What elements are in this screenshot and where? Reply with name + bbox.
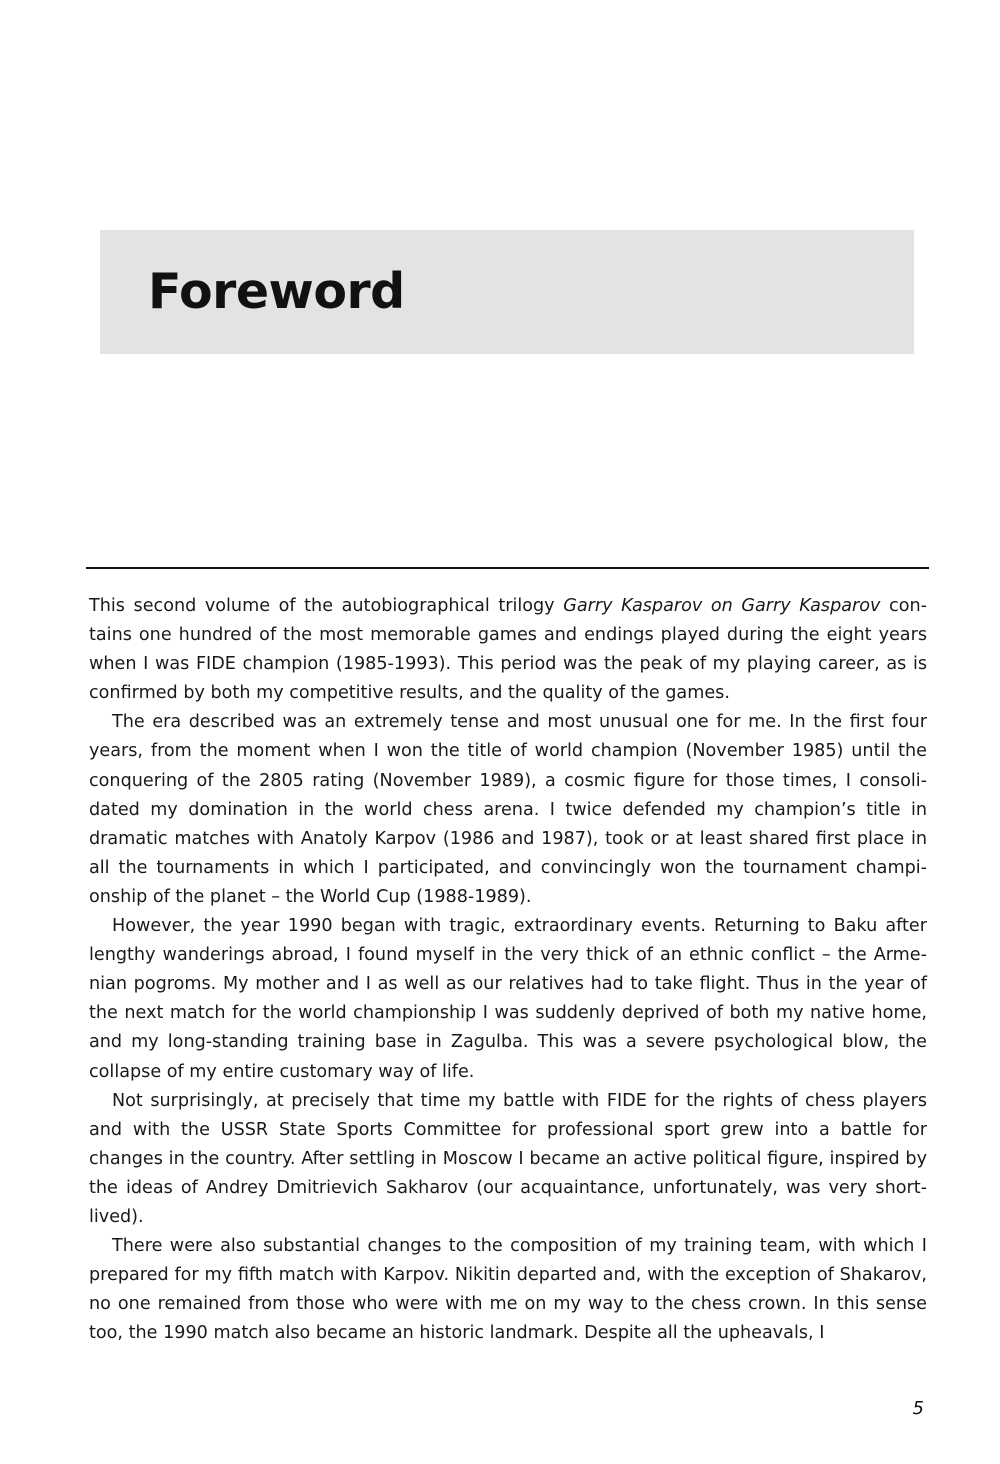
book-title-emphasis: Garry Kasparov on Garry Kasparov	[563, 596, 881, 616]
body-text	[89, 592, 927, 1348]
paragraph-5: There were also substantial changes to the composition of my training team, with which I prepared for my fifth match with Karpov. Nikitin departed and, with the exception of Shakarov, no one remained from those who were with me on my way to the chess crown. In this sense too, the 1990 match also became an historic landmark. Despite all the upheavals, I	[89, 1236, 927, 1344]
paragraph-3: However, the year 1990 began with tragic, extraordinary events. Returning to Baku after lengthy wanderings abroad, I found myself in the very thick of an ethnic conflict – the Armenian pogroms. My mother and I as well as our relatives had to take flight. Thus in the year of the next match for the world championship I was suddenly deprived of both my native home, and my long-standing training base in Zagulba. This was a severe psychological blow, the collapse of my entire customary way of life.	[89, 916, 927, 1082]
paragraph-1	[89, 592, 927, 708]
chapter-heading-band	[100, 230, 914, 354]
paragraph-2: The era described was an extremely tense and most unusual one for me. In the first four years, from the moment when I won the title of world champion (November 1985) until the conquering of the 2805 rating (November 1989), a cosmic figure for those times, I consolidated my domination in the world chess arena. I twice defended my champion’s title in dramatic matches with Anatoly Karpov (1986 and 1987), took or at least shared first place in all the tournaments in which I participated, and convincingly won the tournament championship of the planet – the World Cup (1988-1989).	[89, 712, 927, 907]
paragraph-4: Not surprisingly, at precisely that time my battle with FIDE for the rights of chess players and with the USSR State Sports Committee for professional sport grew into a battle for changes in the country. After settling in Moscow I became an active political figure, inspired by the ideas of Andrey Dmitrievich Sakharov (our acquaintance, unfortunately, was very short-lived).	[89, 1090, 927, 1227]
paragraph-1-rest: contains one hundred of the most memorable games and endings played during the eight years when I was FIDE champion (1985-1993). This period was the peak of my playing career, as is confirmed by both my competitive results, and the quality of the games.	[89, 596, 927, 704]
chapter-title: Foreword	[148, 263, 405, 320]
section-divider-rule	[86, 567, 929, 569]
paragraph-1-lead: This second volume of the autobiographical trilogy	[89, 596, 564, 616]
page-number: 5	[912, 1398, 924, 1419]
